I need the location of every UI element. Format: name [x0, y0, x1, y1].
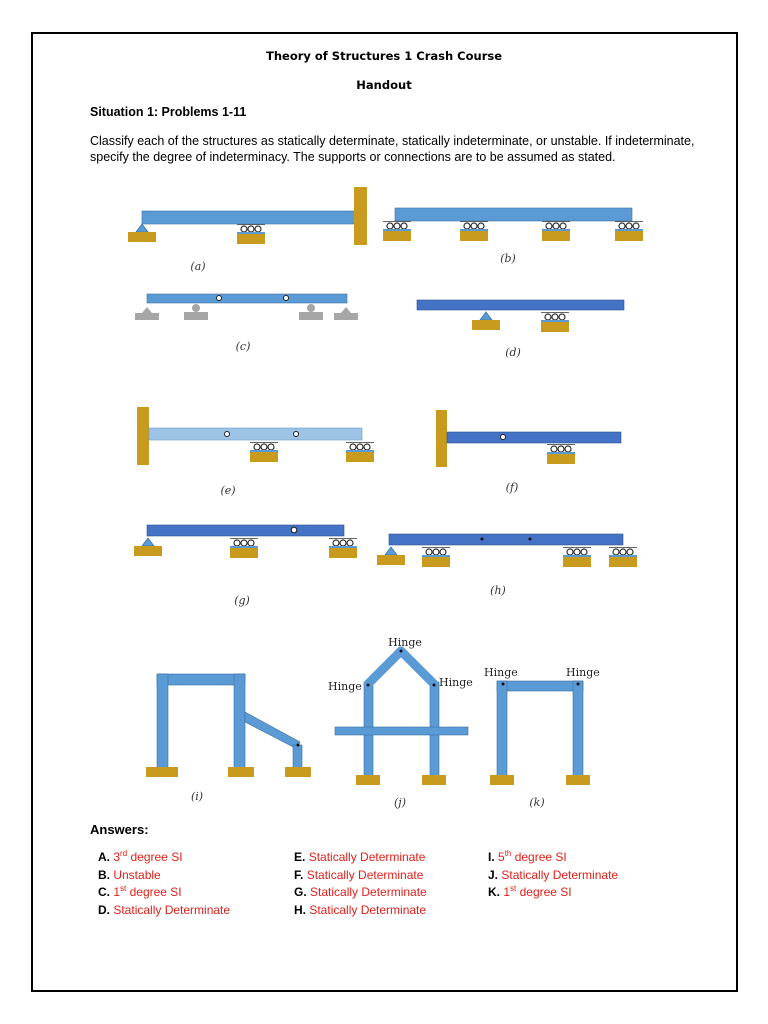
figure-i — [146, 674, 311, 803]
beam-c — [147, 294, 347, 303]
roller-support-g2 — [329, 539, 357, 559]
answer-item — [488, 849, 618, 867]
hinge-label-k-right: Hinge — [566, 666, 600, 679]
answer-value: Statically Determinate — [306, 867, 424, 882]
rocker-support-c3 — [299, 304, 323, 320]
figure-label-j: (j) — [394, 796, 406, 809]
answer-value: 3rd degree SI — [113, 849, 183, 864]
fixed-support-a — [354, 187, 367, 245]
answer-letter: A. — [98, 850, 110, 864]
beam-a — [142, 211, 357, 224]
hinge-label-j-right: Hinge — [439, 676, 473, 689]
frame-top-k — [497, 681, 583, 691]
figure-label-a: (a) — [190, 260, 206, 273]
beam-e — [149, 428, 362, 440]
figure-a — [128, 187, 367, 273]
cross-beam-j — [335, 727, 468, 735]
answer-value: Statically Determinate — [501, 867, 619, 882]
roller-support-h2 — [563, 548, 591, 568]
answer-letter: F. — [294, 867, 304, 882]
answer-letter: B. — [98, 867, 110, 882]
hinge-j-right — [433, 684, 436, 687]
frame-right-column-k — [573, 681, 583, 776]
answer-item — [98, 867, 230, 885]
figure-label-g: (g) — [234, 594, 250, 607]
rocker-support-c2 — [184, 304, 208, 320]
figure-label-i: (i) — [190, 790, 204, 803]
answer-value: Statically Determinate — [308, 850, 426, 864]
hinge-g — [291, 527, 297, 533]
figure-b — [383, 208, 643, 265]
answer-value: 5th degree SI — [498, 849, 567, 864]
answer-value: Statically Determinate — [309, 902, 427, 917]
figure-label-h: (h) — [490, 584, 506, 597]
document-title: Theory of Structures 1 Crash Course — [265, 49, 503, 63]
answer-value: 1st degree SI — [503, 884, 572, 899]
hinge-label-j-apex: Hinge — [388, 636, 422, 649]
roller-support-b1 — [383, 222, 411, 242]
hinge-f — [501, 435, 506, 440]
instructions-text: Classify each of the structures as statically determinate, statically indeterminate, or unstable. If indeterminate, specify the degree of indeterminacy. The supports or connections are to be assumed as stated. — [90, 134, 695, 164]
figure-label-f: (f) — [505, 481, 519, 494]
figure-label-e: (e) — [220, 484, 236, 497]
answer-letter: J. — [488, 867, 499, 882]
answer-item — [294, 884, 427, 902]
hinge-k-left — [502, 683, 505, 686]
answers-column-3 — [488, 849, 618, 902]
figure-label-b: (b) — [500, 252, 516, 265]
answer-letter: G. — [294, 885, 307, 899]
pin-support-h — [377, 547, 405, 565]
hinge-j-left — [367, 684, 370, 687]
answer-item — [98, 849, 230, 867]
answer-letter: I. — [488, 850, 495, 864]
hinge-label-j-left: Hinge — [328, 680, 362, 693]
document-subtitle: Handout — [356, 78, 412, 92]
answer-letter: D. — [98, 902, 110, 917]
figure-k — [484, 666, 600, 809]
pin-support-c4 — [334, 307, 358, 320]
answer-letter: C. — [98, 885, 110, 899]
hinge-i — [297, 744, 300, 747]
beam-d — [417, 300, 624, 310]
short-column-i — [293, 745, 302, 768]
fixed-support-i1 — [146, 767, 178, 777]
rafter-right-j — [401, 651, 434, 684]
fixed-support-k1 — [490, 775, 514, 785]
pin-support-d — [472, 312, 500, 330]
rafter-left-j — [368, 651, 401, 684]
hinge-c2 — [284, 296, 289, 301]
pin-support-a — [128, 224, 156, 242]
roller-support-h3 — [609, 548, 637, 568]
hinge-h1 — [481, 538, 484, 541]
answer-value: Statically Determinate — [113, 902, 231, 917]
roller-support-e1 — [250, 443, 278, 463]
answer-item — [294, 902, 427, 920]
hinge-e2 — [294, 432, 299, 437]
figure-g — [134, 525, 357, 607]
frame-right-column-i — [234, 674, 245, 768]
figure-d — [417, 300, 624, 359]
figure-f — [436, 410, 621, 494]
frame-left-column-k — [497, 681, 507, 776]
frame-top-i — [157, 674, 245, 685]
frame-left-column-i — [157, 674, 168, 768]
roller-support-h1 — [422, 548, 450, 568]
roller-support-f — [547, 445, 575, 465]
answer-letter: E. — [294, 850, 306, 864]
answer-letter: K. — [488, 885, 500, 899]
fixed-support-e — [137, 407, 149, 465]
figure-c — [135, 294, 358, 353]
pin-support-c1 — [135, 307, 159, 320]
answer-item — [98, 902, 230, 920]
beam-g — [147, 525, 344, 536]
fixed-support-i2 — [228, 767, 254, 777]
answer-item — [98, 884, 230, 902]
answer-value: 1st degree SI — [113, 884, 182, 899]
roller-support-a — [237, 225, 265, 245]
pin-support-g — [134, 538, 162, 556]
hinge-j-apex — [400, 650, 403, 653]
figure-label-d: (d) — [505, 346, 521, 359]
answer-value: Unstable — [113, 867, 161, 882]
fixed-support-j1 — [356, 775, 380, 785]
figure-h — [377, 534, 637, 597]
inclined-member-i — [245, 712, 300, 749]
answer-item — [488, 884, 618, 902]
roller-support-d — [541, 313, 569, 333]
hinge-label-k-left: Hinge — [484, 666, 518, 679]
fixed-support-i3 — [285, 767, 311, 777]
answers-heading: Answers: — [90, 822, 149, 837]
figure-label-k: (k) — [529, 796, 545, 809]
answers-column-2 — [294, 849, 427, 919]
figure-j — [328, 636, 473, 809]
figure-e — [137, 407, 374, 497]
beam-h — [389, 534, 623, 545]
situation-heading: Situation 1: Problems 1-11 — [90, 105, 247, 119]
roller-support-b4 — [615, 222, 643, 242]
answer-item — [294, 849, 427, 867]
figure-label-c: (c) — [235, 340, 251, 353]
beam-f — [447, 432, 621, 443]
answer-item — [488, 867, 618, 885]
fixed-support-k2 — [566, 775, 590, 785]
hinge-e1 — [225, 432, 230, 437]
answers-column-1 — [98, 849, 230, 919]
answer-value: Statically Determinate — [310, 885, 427, 899]
roller-support-b3 — [542, 222, 570, 242]
fixed-support-f — [436, 410, 447, 467]
roller-support-e2 — [346, 443, 374, 463]
roller-support-b2 — [460, 222, 488, 242]
hinge-h2 — [529, 538, 532, 541]
beam-b — [395, 208, 632, 221]
roller-support-g1 — [230, 539, 258, 559]
fixed-support-j2 — [422, 775, 446, 785]
hinge-k-right — [577, 683, 580, 686]
answer-item — [294, 867, 427, 885]
hinge-c1 — [217, 296, 222, 301]
answer-letter: H. — [294, 902, 306, 917]
